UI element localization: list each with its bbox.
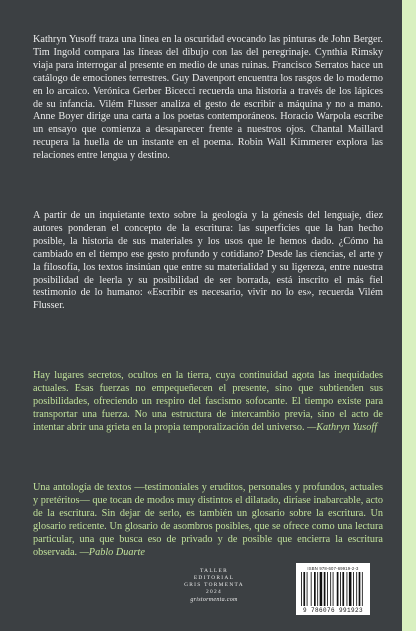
publisher-name-line2: GRIS TORMENTA xyxy=(184,582,244,588)
authors-summary-paragraph: Kathryn Yusoff traza una línea en la oscuridad evocando las pinturas de John Berger. Tim Ingold compara las líneas del dibujo con las del peregrinaje. Cynthia Rimsky viaja para interrogar al presente en medio de unas ruinas. Francisco Serratos hace un catálogo de emociones terrestres. Guy Davenport encuentra los rasgos de lo moderno en lo arcaico. Verónica Gerber Bicecci recuerda una historia a través de los lápices de su infancia. Vilém Flusser analiza el gesto de escribir a máquina y no a mano. Anne Boyer dirige una carta a los poetas contemporáneos. Horacio Warpola escribe un ensayo que comienza a desaparecer frente a nuestros ojos. Chantal Maillard recupera la huella de un instante en el poema. Robin Wall Kimmerer explora las relaciones entre lengua y destino. xyxy=(33,34,383,162)
description-paragraph: A partir de un inquietante texto sobre la geología y la génesis del lenguaje, diez autores ponderan el concepto de la escritura: las superficies que la han hecho posible, la historia de sus materiales y los usos que le hemos dado. ¿Cómo ha cambiado en el tiempo ese gesto profundo y cotidiano? Desde las ciencias, el arte y la filosofía, los textos insinúan que entre su materialidad y su ligereza, entre nuestra posibilidad de leerla y su posibilidad de ser borrada, está inscrito el más fiel testimonio de lo humano: «Escribir es necesario, vivir no lo es», recuerda Vilém Flusser. xyxy=(33,210,383,312)
duarte-quote-text: Una antología de textos —testimoniales y eruditos, personales y profundos, actuales y pretéritos— que tocan de modos muy distintos el dilatado, diríase inabarcable, acto de la escritura. Sin dejar de serlo, es también un glosario sobre la escritura. Un glosario reticente. Un glosario de asombros posibles, que se ofrece como una lectura particular, una que busca eso de privado y de posible que encierra la escritura observada. xyxy=(33,482,383,558)
barcode-number: 9 786076 991923 xyxy=(302,607,363,614)
green-edge-strip xyxy=(402,0,416,631)
yusoff-quote xyxy=(33,370,383,435)
isbn-label: ISBN 978-607-69919-2-3 xyxy=(307,566,359,571)
barcode-bars-icon xyxy=(301,572,365,606)
publisher-imprint xyxy=(179,568,249,604)
yusoff-quote-text: Hay lugares secretos, ocultos en la tierra, cuya continuidad agota las inequidades actuales. Esas fuerzas no empequeñecen el presente, sino que subtienden sus posibilidades, ofreciendo un respiro del fascismo sofocante. El tiempo existe para transportar una fuerza. No una estructura de intercambio previa, sino el acto de intentar abrir una grieta en la propia temporalización del universo. xyxy=(33,370,383,433)
isbn-barcode xyxy=(296,563,370,615)
duarte-quote xyxy=(33,482,383,559)
yusoff-quote-author: —Kathryn Yusoff xyxy=(307,421,378,433)
publisher-website: gristormenta.com xyxy=(190,597,238,603)
publisher-name-line1: TALLER EDITORIAL xyxy=(193,568,235,581)
duarte-quote-author: —Pablo Duarte xyxy=(79,546,145,558)
publication-year: 2024 xyxy=(206,589,222,595)
